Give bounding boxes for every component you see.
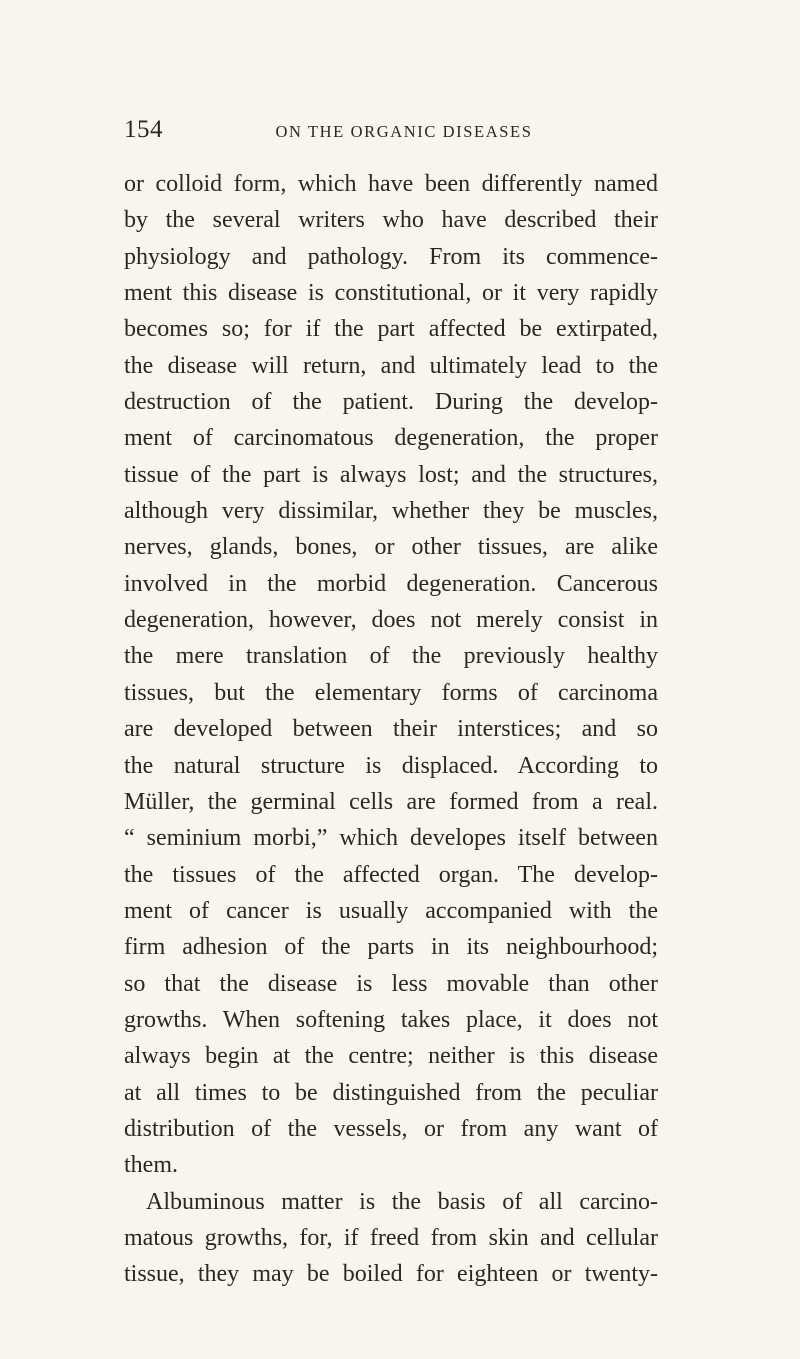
text-line: tissue of the part is always lost; and the structures, bbox=[124, 461, 658, 488]
text-line: always begin at the centre; neither is this disease bbox=[124, 1043, 658, 1070]
page-number: 154 bbox=[124, 116, 163, 143]
text-line: the mere translation of the previously healthy bbox=[124, 643, 658, 670]
text-line: or colloid form, which have been differently named bbox=[124, 171, 658, 197]
text-line: ment of cancer is usually accompanied with the bbox=[124, 897, 658, 924]
text-line: the tissues of the affected organ. The develop- bbox=[124, 861, 658, 888]
text-line: Müller, the germinal cells are formed from a real. bbox=[124, 788, 658, 815]
text-line: by the several writers who have described their bbox=[124, 207, 658, 234]
text-line: the disease will return, and ultimately lead to the bbox=[124, 352, 658, 379]
page-header bbox=[124, 116, 664, 150]
text-line: so that the disease is less movable than other bbox=[124, 970, 658, 997]
text-line: involved in the morbid degeneration. Cancerous bbox=[124, 570, 658, 597]
text-line: matous growths, for, if freed from skin and cellular bbox=[124, 1224, 658, 1251]
text-line: firm adhesion of the parts in its neighbourhood; bbox=[124, 934, 658, 961]
text-line: becomes so; for if the part affected be extirpated, bbox=[124, 316, 658, 343]
text-line: degeneration, however, does not merely consist in bbox=[124, 607, 658, 634]
text-line: although very dissimilar, whether they be muscles, bbox=[124, 498, 658, 525]
text-line: the natural structure is displaced. According to bbox=[124, 752, 658, 779]
text-line: ment this disease is constitutional, or it very rapidly bbox=[124, 280, 658, 307]
text-line: Albuminous matter is the basis of all carcino- bbox=[146, 1188, 658, 1215]
text-line: at all times to be distinguished from the peculiar bbox=[124, 1079, 658, 1106]
text-line: tissues, but the elementary forms of carcinoma bbox=[124, 679, 658, 706]
body-text bbox=[124, 166, 658, 1293]
text-line: physiology and pathology. From its commence- bbox=[124, 243, 658, 270]
text-line: them. bbox=[124, 1152, 178, 1179]
text-line: are developed between their interstices; and so bbox=[124, 716, 658, 743]
text-line: destruction of the patient. During the develop- bbox=[124, 389, 658, 416]
text-line: tissue, they may be boiled for eighteen or twenty- bbox=[124, 1261, 658, 1288]
text-line: nerves, glands, bones, or other tissues, are alike bbox=[124, 534, 658, 561]
text-line: ment of carcinomatous degeneration, the proper bbox=[124, 425, 658, 452]
text-line: “ seminium morbi,” which developes itself between bbox=[124, 825, 658, 852]
text-line: growths. When softening takes place, it does not bbox=[124, 1006, 658, 1033]
text-line: distribution of the vessels, or from any want of bbox=[124, 1115, 658, 1142]
running-head: ON THE ORGANIC DISEASES bbox=[275, 122, 533, 141]
